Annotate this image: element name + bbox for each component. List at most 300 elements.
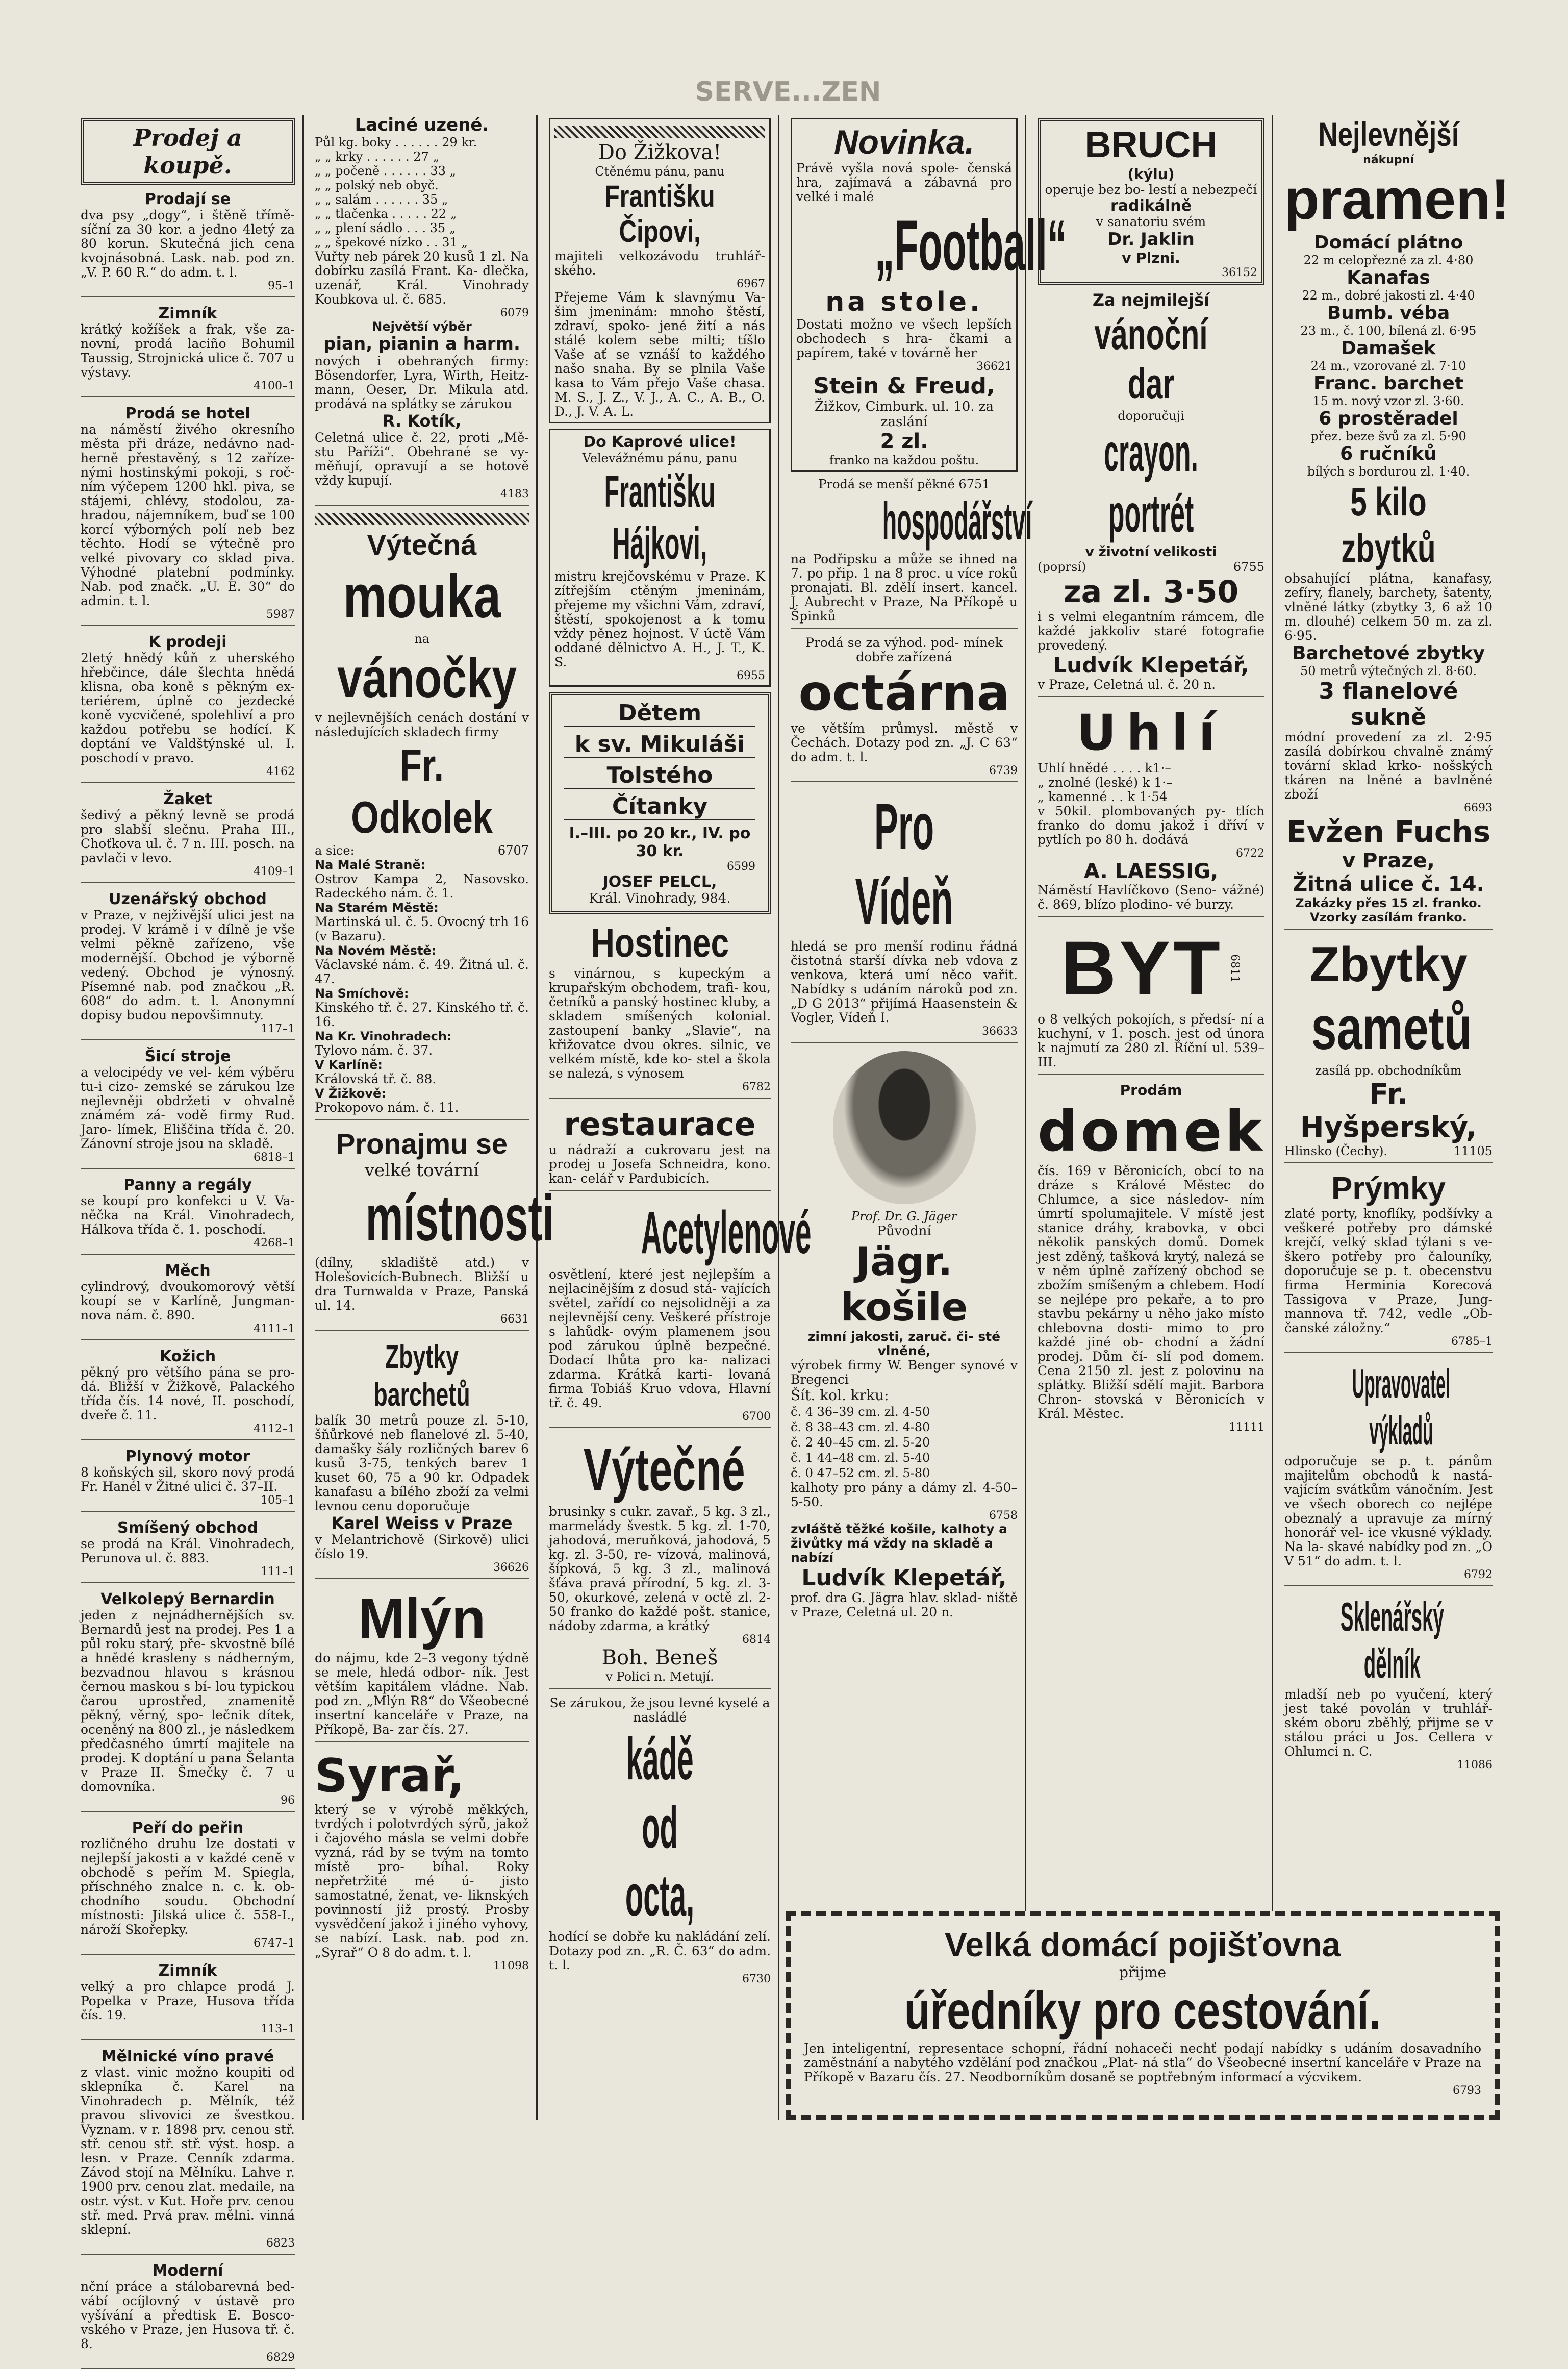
- premises-main: místnosti: [365, 1182, 554, 1255]
- trim-ad: [1284, 1170, 1493, 1353]
- books-publisher: JOSEF PELCL,: [602, 873, 717, 891]
- ad-number: 6755: [1233, 560, 1264, 574]
- remnants-title: Zbytky barchetů: [373, 1338, 470, 1413]
- barchet-title: Barchetové zbytky: [1292, 643, 1485, 664]
- coal-line: „ kamenné . . k 1·54: [1038, 789, 1168, 804]
- branch-district: Na Malé Straně:: [315, 858, 426, 872]
- glazier-text: mladší neb po vyučení, který jest také povolán v truhlář- ském oboru zběhlý, přijme se v stálou práci u Jos. Cellera v Ohlumci n. C.: [1284, 1687, 1493, 1759]
- greeting-text: mistru krejčovskému v Praze. K zítřejším ctěným jmeninám, přejeme my všichni Vám, zdraví, štěstí, spokojenost a k tomu vždy pěnez hojnost. V úctě Vám oddané dělnictvo A. H., J. T., K. S.: [554, 569, 765, 669]
- farm-title: hospodářství: [882, 492, 1032, 551]
- size-line: č. 0 47–52 cm. zl. 5-80: [791, 1466, 930, 1480]
- velvet-main: sametů: [1311, 994, 1472, 1062]
- ad-number: 105–1: [261, 1494, 295, 1507]
- ad-number: 6700: [742, 1410, 771, 1423]
- classified-ad: [81, 1048, 295, 1169]
- classified-text: jeden z nejnádhernějších sv. Bernardů jest na prodej. Pes 1 a půl roku starý, pře- skvostně bílé a hnědé krasleny s nádherným, bezvadnou hlavou s krásnou černou maskou s bí- lou typickou čarou uprostřed, znamenitě pěkný, věrný, spo- lečnik dítek, oceněný na 800 zl., je následkem předčasného úmrtí majitele na prodej. K doptání u pana Šelanta v Praze II. Šmečky č. 7 u domovníka.: [81, 1608, 295, 1794]
- insurance-ad: [786, 1911, 1500, 2120]
- velvet-seller: Fr. Hyšperský,: [1300, 1078, 1477, 1144]
- book-title: k sv. Mikuláši: [564, 731, 755, 758]
- ad-number: 11086: [1457, 1759, 1493, 1772]
- ad-number: 6758: [989, 1509, 1018, 1522]
- premises-text: (dílny, skladiště atd.) v Holešovicích-Bubnech. Bližší u dra Turnwalda v Praze, Panská ul. 14.: [315, 1255, 529, 1313]
- size-line: č. 8 38–43 cm. zl. 4-80: [791, 1420, 930, 1434]
- piano-ad: [315, 319, 529, 506]
- size-line: č. 2 40–45 cm. zl. 5-20: [791, 1435, 930, 1450]
- ad-number: 113–1: [261, 2023, 295, 2035]
- book-titles: [564, 700, 755, 820]
- book-title: Tolstého: [564, 762, 755, 789]
- shirts-text-3: zvláště těžké košile, kalhoty a živůtky má vždy na skladě a nabízí: [791, 1522, 1008, 1565]
- classified-ad: [81, 1348, 295, 1440]
- ad-number: 6814: [742, 1633, 771, 1646]
- books-address: Král. Vinohrady, 984.: [589, 891, 731, 906]
- textile-item-title: 6 ručníků: [1340, 443, 1437, 464]
- portrait-size: v životní velikosti: [1085, 544, 1217, 560]
- flour-vanocky: vánočky: [337, 647, 517, 710]
- classified-heading: Šicí stroje: [144, 1048, 231, 1065]
- shirts-seller: Ludvík Klepetář,: [801, 1565, 1007, 1591]
- branch-district: V Karlíně:: [315, 1058, 383, 1072]
- portrait-engraving: [833, 1051, 976, 1204]
- classified-ad: [81, 190, 295, 297]
- preserves-address: v Polici n. Metují.: [605, 1669, 714, 1684]
- ad-number: 6631: [500, 1313, 529, 1326]
- portrait-title: crayon. portrét: [1104, 423, 1198, 543]
- ad-number: 4100–1: [254, 380, 295, 392]
- vinegar-header: Prodá se za výhod. pod- mínek dobře zařízená: [805, 635, 1003, 664]
- classified-heading: Mělnické víno pravé: [101, 2048, 274, 2065]
- portrait-recommend: doporučuji: [1118, 409, 1184, 423]
- portrait-text: i s velmi elegantním rámcem, dle každé jakkoliv staré fotografie provedený.: [1038, 609, 1264, 653]
- acetylene-text: osvětlení, které jest nejlepším a nejlacinějším z dosud stá- vajících světel, zařídí co nejsolidněji a za nejlevnější ceny. Veškeré přístroje s lahůdk- ovým plamenem jsou pod zárukou úplně bezpečné. Dodací lhůta pro ka- nalizaci zdarma. Krátká karti- lovaná firma Tobiáš Kruo vdova, Hlavní tř. č. 49.: [549, 1267, 771, 1410]
- classified-text: nční práce a stálobarevná bed- vábí ocíjlovný v ústavě pro vyšívání a předtisk E. Bosco- vského v Praze, jen Husova tř. č. 8.: [81, 2279, 295, 2351]
- portrait-seller: Ludvík Klepetář,: [1053, 653, 1249, 678]
- flour-na: na: [414, 632, 429, 646]
- hernia-radical: radikálně: [1110, 197, 1192, 215]
- hernia-text-2: v sanatoriu svém: [1096, 214, 1206, 229]
- shirts-text-2: kalhoty pro pány a dámy zl. 4-50–5-50.: [791, 1480, 1018, 1509]
- premises-subtitle: velké tovární: [364, 1160, 479, 1181]
- window-dresser-ad: [1284, 1360, 1493, 1586]
- game-firm: Stein & Freud,: [813, 373, 995, 399]
- mill-text: do nájmu, kde 2–3 vegony týdně se mele, hledá odbor- ník. Jest větším kapitálem vládne. Nab. pod zn. „Mlýn R8“ do Všeobecné insertní kanceláře v Praze, na Příkopě, Ba- zar čís. 27.: [315, 1651, 529, 1737]
- column-2: [311, 115, 554, 2120]
- ad-number: 5987: [266, 608, 295, 621]
- portrait-address: v Praze, Celetná ul. č. 20 n.: [1038, 677, 1216, 692]
- farm-text: na Podřipsku a může se ihned na 7. po přip. 1 na 8 proc. u více roků pronajati. Bl. zdělí insert. kancel. J. Aubrecht v Praze, Na Příkopě u Špinků: [791, 552, 1018, 624]
- piano-title: pian, pianin a harm.: [323, 334, 520, 354]
- flour-text: v nejlevnějších cenách dostání v následujících skladech firmy: [315, 710, 529, 739]
- classified-ad: [81, 1262, 295, 1340]
- trim-title: Prýmky: [1331, 1171, 1446, 1206]
- classified-heading: Peří do peřin: [132, 1819, 244, 1837]
- textile-item-title: Damašek: [1341, 338, 1436, 359]
- ad-number: 6693: [1464, 802, 1493, 814]
- signature-text: Prof. Dr. G. Jäger: [851, 1209, 957, 1224]
- classified-ad: [81, 1176, 295, 1255]
- price-line: „ „ krky . . . . . . 27 „: [315, 149, 440, 164]
- classified-heading: Zimník: [158, 305, 217, 322]
- ad-number: 6747–1: [254, 1937, 295, 1950]
- game-price: 2 zl.: [880, 430, 928, 453]
- greeting-zizkov: [549, 118, 771, 423]
- book-title: Dětem: [564, 700, 755, 727]
- piano-header: Největší výběr: [372, 319, 472, 334]
- greeting-name: Františku Čipovi,: [604, 179, 715, 248]
- ad-number: 111–1: [261, 1565, 295, 1578]
- restaurant-ad: [549, 1106, 771, 1191]
- classified-text: krátký kožíšek a frak, vše za- novní, prodá laciño Bohumil Taussig, Strojnická ulice č. 707 u výstavy.: [81, 322, 295, 380]
- skirts-text: módní provedení za zl. 2·95 zasílá dobírkou chvalně známý tovární sklad krko- nošských tkáren na lněné a bavlněné zboží: [1284, 730, 1493, 802]
- textile-item-text: přez. beze švů za zl. 5·90: [1310, 429, 1466, 443]
- column-3: [545, 115, 812, 2120]
- price-line: „ „ počeně . . . . . . 33 „: [315, 164, 457, 178]
- rule-ornament: [554, 126, 765, 138]
- vats-ad: [549, 1696, 771, 1985]
- classified-text: dva psy „dogy“, i štěně třímě- síční za 30 kor. a jedno 4letý za 80 korun. Skutečná jich cena kvojnásobná. Lask. nab. pod zn. „V. P. 60 R.“ do adm. t. l.: [81, 208, 295, 280]
- shirts-ad: [791, 1051, 1018, 1619]
- shirts-title: Jägr. košile: [840, 1239, 968, 1330]
- flour-title: mouka: [343, 562, 501, 631]
- rule-ornament: [315, 513, 529, 525]
- inn-ad: [549, 919, 771, 1099]
- vinegar-ad: [791, 636, 1018, 782]
- remnants-ad: [315, 1338, 529, 1579]
- branch-district: Na Starém Městě:: [315, 901, 439, 915]
- hernia-title: BRUCH: [1084, 124, 1218, 165]
- coal-seller: A. LAESSIG,: [1083, 860, 1219, 883]
- hernia-ad: [1038, 118, 1264, 285]
- classified-ad: [81, 405, 295, 626]
- classified-text: pěkný pro většího pána se pro- dá. Bližší v Žižkově, Palackého třída čís. 14 nové, II. poschodí, dveře č. 11.: [81, 1365, 295, 1423]
- vats-text: hodící se dobře ku nakládání zelí. Dotazy pod zn. „R. Č. 63“ do adm. t. l.: [549, 1929, 771, 1973]
- textile-item-text: 22 m celopřezné za zl. 4·80: [1303, 253, 1474, 267]
- price-line: „ „ salám . . . . . . 35 „: [315, 192, 448, 207]
- coal-title: Uhlí: [1076, 704, 1226, 761]
- price-line: „ „ špekové nízko . . 31 „: [315, 235, 468, 250]
- classified-heading: Smíšený obchod: [117, 1519, 259, 1537]
- greeting-kaprova: [549, 429, 771, 687]
- classified-heading: Zimník: [158, 1962, 217, 1980]
- textile-items: [1284, 232, 1493, 479]
- glazier-ad: [1284, 1593, 1493, 1772]
- menu-text: Vuřty neb párek 20 kusů 1 zl. Na dobírku zasílá Frant. Ka- dlečka, uzenář, Král. Vinohrady Koubkova ul. č. 685.: [315, 249, 529, 307]
- piano-text: nových i obehraných firmy: Bösendorfer, Lyra, Wirth, Heitz- mann, Oeser, Dr. Mikula atd. prodává na splátky se zárukou: [315, 354, 529, 411]
- trim-text: zlaté porty, knoflíky, podšívky a veškeré potřeby pro dámské krejčí, velký sklad týlani s ve- škero potřeby pro čalouníky, doporučuje se p. t. obecenstvu firma Herminia Korecová Tassigova v Praze, Jung- mannova tř. 742, vedle „Ob- čanské záložny.“: [1284, 1206, 1493, 1335]
- window-dresser-text: odporučuje se p. t. pánům majitelům obchodů k nastá- vajícím svátkům vánočním. Jest ve všech oborech co nejlépe obeznalý a upravuje za mírný honorář vel- ice vkusné výklady. Na la- skavé nabídky pod zn. „O V 51“ do adm. t. l.: [1284, 1454, 1493, 1568]
- textile-title: Nejlevnější: [1318, 115, 1459, 153]
- restaurant-text: u nádraží a cukrovaru jest na prodej u Josefa Schneidra, kono. kan- celář v Pardubicích.: [549, 1142, 771, 1186]
- preserves-ad: [549, 1435, 771, 1689]
- textile-item-text: 22 m., dobré jakosti zl. 4·40: [1302, 288, 1475, 303]
- inn-title: Hostinec: [591, 920, 729, 965]
- classified-ad: [81, 633, 295, 783]
- cheesemaker-title: Syrař,: [315, 1749, 465, 1803]
- classified-heading: Uzenářský obchod: [109, 890, 267, 908]
- textile-item-title: Franc. barchet: [1313, 373, 1463, 394]
- ad-number: 6792: [1464, 1568, 1493, 1581]
- glazier-title: Sklenářský dělník: [1340, 1594, 1444, 1686]
- insurance-hire: přijme: [1119, 1964, 1167, 1981]
- ad-number: 11105: [1453, 1144, 1493, 1158]
- house-header: Prodám: [1120, 1082, 1182, 1099]
- coal-prices: [1038, 761, 1264, 847]
- branch-district: Na Smíchově:: [315, 986, 409, 1001]
- inn-text: s vinárnou, s kupeckým a krupařským obchodem, trafi- kou, četníků a panský hostinec kluby, a skladem smíšených kolonial. zastoupení banky „Slavie“, na křižovatce dvou okres. silnic, ve velkém místě, kde ko- stel a škola se nalezá, s výnosem: [549, 966, 771, 1081]
- cheesemaker-text: který se v výrobě měkkých, tvrdých i polotvrdých sýrů, jakož i čajového másla se velmi dobře vyzná, rád by se tvým na tomto místě pro- bíhal. Roky nepřetržité mé ú- jisto samostatné, ženat, ve- liknských povinností již prostý. Prosby vysvědčení jakož i jiného vyhovy, se nabízí. Lask. nab. pod zn. „Syrař“ O 8 do adm. t. l.: [315, 1802, 529, 1960]
- classified-heading: Velkolepý Bernardin: [100, 1590, 275, 1608]
- classified-text: 2letý hnědý kůň z uherského hřebčince, dále šlechta hnědá klisna, oba koně s pěkným ex- teriérem, úplně co jezdecké koně vycvičené, spolehliví a pro každou potřebu se hodící. K doptání ve Valdštýnské ul. I. poschodí v pravo.: [81, 651, 295, 765]
- branch-address: Václavské nám. č. 49. Žitná ul. č. 47.: [315, 957, 529, 986]
- price-line: Půl kg. boky . . . . . . 29 kr.: [315, 135, 477, 149]
- ad-number: 6730: [742, 1973, 771, 1985]
- size-list: [791, 1404, 1018, 1481]
- classified-text: se koupí pro konfekci u V. Va- něčka na Král. Vinohradech, Hálkova třída č. 1. poschodí.: [81, 1193, 295, 1237]
- game-delivery: franko na každou poštu.: [829, 453, 979, 467]
- vienna-text: hledá se pro menší rodinu řádná čistotná starší dívka neb vdova z venkova, která umí něco vařit. Nabídky s udáním nároků pod zn. „D G 2013“ přijímá Haasenstein & Vogler, Vídeň I.: [791, 939, 1018, 1025]
- branch-district: V Žižkově:: [315, 1086, 386, 1101]
- vienna-ad: [791, 789, 1018, 1043]
- classified-heading: Moderní: [152, 2262, 223, 2280]
- flat-ad: [1038, 924, 1264, 1075]
- classified-ad: [81, 1590, 295, 1812]
- classified-text: z vlast. vinic možno koupiti od sklepníka č. Karel na Vinohradech p. Mělník, též pravou slivovici ze švestkou. Vyznam. v r. 1898 prv. cenou stř. stř. cenou stř. stř. výst. hosp. a lesn. v Praze. Cenník zdarma. Závod stojí na Mělníku. Lahve r. 1900 prv. cenou zlat. medaile, na ostr. výst. v Kut. Hoře prv. cenou stř. med. Prvá prav. mělni. vinná sklepní.: [81, 2065, 295, 2237]
- coal-ad: [1038, 704, 1264, 917]
- ad-number: 6811: [1228, 954, 1241, 983]
- ad-number: 6785–1: [1451, 1335, 1493, 1348]
- house-ad: [1038, 1082, 1264, 1434]
- column-5: [1033, 115, 1273, 2120]
- seller-city: v Praze,: [1342, 849, 1435, 872]
- house-title: domek: [1038, 1099, 1266, 1164]
- shirts-text: zimní jakosti, zaruč. či- sté vlněné,: [807, 1329, 1001, 1358]
- ad-number: 6818–1: [254, 1151, 295, 1164]
- greeting-salutation: Ctěnému pánu, panu: [595, 164, 725, 179]
- textile-item-text: 23 m., č. 100, bílená zl. 6·95: [1300, 323, 1477, 338]
- ad-number: 6967: [737, 278, 765, 290]
- portrait-ad: [1038, 290, 1264, 697]
- ad-number: 36152: [1222, 266, 1257, 279]
- ad-number: 11111: [1229, 1421, 1264, 1434]
- size-line: č. 4 36–39 cm. zl. 4-50: [791, 1405, 930, 1419]
- window-dresser-title: Upravovatel výkladů: [1352, 1361, 1451, 1453]
- house-text: čís. 169 v Běronicích, obcí to na dráze s Králové Městec do Chlumce, a sice následov- ním úmrtí spolumajitele. V místě jest stanice dráhy, krabovka, v obci několik panských domů. Domek jest zděný, tašková krytý, nalezá se v něm úplně zařízený obchod se zbožím smíšeným a chlebem. Hodí se nejlépe pro pekaře, a to pro stavbu pekárny u něho jako místo chlebovna dosti- mimo to pro každé jiné ob- chodní a žádní prodej. Dům čí- slí pod domem. Cena 2150 zl. jest z polovinu na splátky. Bližší sdělí majit. Barbora Chron- stovská v Běronicích v Král. Městec.: [1038, 1163, 1264, 1421]
- acetylene-ad: [549, 1198, 812, 1428]
- textile-item-title: Bumb. véba: [1327, 303, 1450, 323]
- seller-name: Evžen Fuchs: [1286, 814, 1491, 849]
- game-title: „Football“: [874, 205, 1067, 285]
- greeting-text: Přejeme Vám k slavnýmu Va- šim jmeninám: mnoho štěstí, zdraví, spoko- jené žití a nás stálé kolem sebe milti; tíšlo Vaše ať se vznáší to každého našo snaha. By se plnila Vaše kasa to Vám přejo Vaše chasa. M. S., J. Z., V. J., A. C., A. B., O. D., J. V. A. L.: [554, 290, 765, 419]
- book-title: Čítanky: [564, 793, 755, 820]
- premises-ad: [315, 1127, 554, 1331]
- portrait-bust: (poprsí): [1038, 560, 1086, 574]
- hernia-text: operuje bez bo- lestí a nebezpečí: [1045, 182, 1257, 197]
- insurance-title: Velká domácí pojišťovna: [944, 1926, 1341, 1963]
- branch-address: Ostrov Kampa 2, Nasovsko. Radeckého nám. č. 1.: [315, 871, 529, 901]
- game-address: Žižkov, Cimburk. ul. 10. za zaslání: [815, 399, 994, 430]
- classified-ad: [81, 1519, 295, 1583]
- classified-ad: [81, 1819, 295, 1955]
- ad-number: 6739: [989, 764, 1018, 777]
- greeting-name: Františku Hájkovi,: [604, 466, 716, 568]
- price-line: „ „ polský neb obyč.: [315, 178, 439, 192]
- textile-item-title: Domácí plátno: [1313, 232, 1463, 253]
- textile-subtitle: nákupní: [1363, 154, 1414, 166]
- vinegar-text: ve větším průmysl. městě v Čechách. Dotazy pod zn. „J. C 63“ do adm. t. l.: [791, 721, 1018, 764]
- velvet-text: zasílá pp. obchodníkům: [1315, 1063, 1462, 1078]
- classified-ad: [81, 2048, 295, 2255]
- piano-seller: R. Kotík,: [382, 411, 462, 431]
- remnants-title: 5 kilo zbytků: [1341, 479, 1436, 570]
- preserves-title: Výtečné: [583, 1436, 745, 1504]
- seller-street: Žitná ulice č. 14.: [1293, 872, 1484, 896]
- ad-number: 4112–1: [254, 1423, 295, 1435]
- velvet-title: Zbytky: [1309, 937, 1468, 992]
- books-ad: [549, 692, 771, 914]
- column-6: [1280, 115, 1510, 2120]
- hernia-doctor: Dr. Jaklin: [1107, 229, 1195, 250]
- branch-address: Prokopovo nám. č. 11.: [315, 1100, 459, 1115]
- remnants-text: balík 30 metrů pouze zl. 5-10, šňůrkové neb flanelové zl. 5-40, damašky šály rozličných barev 6 kusů 3-75, tenkých barev 1 kuset 60, 75 a 90 kr. Odpadek kanafasu a bílého zboží za velmi levnou cenu doporučuje: [315, 1413, 529, 1513]
- ad-number: 6955: [737, 669, 765, 682]
- classified-ad: [81, 890, 295, 1040]
- column-1: [77, 115, 304, 2364]
- hernia-city: v Plzni.: [1122, 250, 1180, 266]
- barchet-text: 50 metrů výtečných zl. 8·60.: [1300, 664, 1477, 678]
- game-text-2: Dostati možno ve všech lepších obchodech s hra- čkami a papírem, také v továrně her: [796, 317, 1012, 360]
- vats-header: Se zárukou, že jsou levné kyselé a nasládlé: [549, 1695, 770, 1725]
- flour-firm: Fr. Odkolek: [351, 740, 493, 842]
- insurance-main: úředníky pro cestování.: [904, 1981, 1381, 2040]
- preserves-seller: Boh. Beneš: [601, 1646, 718, 1669]
- classified-heading: Prodají se: [144, 190, 231, 208]
- coal-address: Náměstí Havlíčkovo (Seno- vážné) č. 869, blízo plodino- vé burzy.: [1038, 883, 1264, 912]
- ad-number: 95–1: [268, 280, 295, 292]
- greeting-salutation: Velevážnému pánu, panu: [582, 451, 738, 465]
- price-line: „ „ plení sádlo . . . 35 „: [315, 221, 456, 235]
- preserves-text: brusinky s cukr. zavař., 5 kg. 3 zl., marmelády švestk. 5 kg. zl. 1-70, jahodová, meruňková, jahodová, 5 kg. zl. 3-50, re- vízová, malinová, šípková, 5 kg. 3 zl., malinová šťáva pravá přírodní, 5 kg. zl. 3-50, okurkové, zelená v octě zl. 2-50 franko do každé pošt. stanice, nádoby zdarma, a krátký: [549, 1504, 771, 1633]
- textile-item-text: 15 m. nový vzor zl. 3·60.: [1312, 394, 1464, 408]
- ad-number: 4109–1: [254, 865, 295, 878]
- textile-main: pramen!: [1284, 167, 1510, 231]
- price-line: „ „ tlačenka . . . . . 22 „: [315, 207, 457, 221]
- game-text: Právě vyšla nová spole- čenská hra, zajímavá a zábavná pro velké i malé: [796, 161, 1012, 204]
- branch-address: Martinská ul. č. 5. Ovocný trh 16 (v Bazaru).: [315, 914, 529, 943]
- coal-line: „ znolné (leské) k 1·–: [1038, 775, 1173, 790]
- textile-item-text: 24 m., vzorované zl. 7·10: [1310, 359, 1466, 373]
- classified-heading: Plynový motor: [125, 1448, 250, 1465]
- cheesemaker-ad: [315, 1749, 529, 1973]
- classified-text: velký a pro chlapce prodá J. Popelka v Praze, Husova třída čís. 19.: [81, 1979, 295, 2023]
- classified-text: cylindrový, dvoukomorový větší koupí se v Karlíně, Jungman- nova nám. č. 890.: [81, 1279, 295, 1323]
- classified-ad: [81, 1448, 295, 1512]
- ad-number: 11098: [493, 1960, 529, 1973]
- ad-number: 96: [281, 1794, 295, 1807]
- classified-text: rozličného druhu lze dostati v nejlepší jakosti a v každé ceně v obchodě s peřím M. Spiegla, příschného znalce n. c. k. ob- chodního soudu. Obchodní místnosti: Jilská ulice č. 558-I., nároží Skořepky.: [81, 1836, 295, 1937]
- classified-text: a velocipédy ve vel- kém výběru tu-i cizo- zemské se zárukou lze nejlevněji obdržeti v ohvalně známém zá- vodě firmy Rud. Jaro- límek, Eliščina třída č. 20. Zánovní stroje jsou na skladě.: [81, 1065, 295, 1151]
- game-ad: [791, 118, 1067, 472]
- size-line: č. 1 44–48 cm. zl. 5-40: [791, 1451, 930, 1465]
- insurance-text: Jen inteligentní, representace schopní, řádní nohaceči nechť podají nabídky s udáním dosavadního zaměstnání a nabytého vzdělání pod značkou „Plat- ná stla“ do Všeobecné insertní kanceláře v Praze na Příkopě v Bazaru čís. 27. Neodborníkům dosaně se poptřebným informací a výcvikem.: [804, 2041, 1481, 2084]
- shirts-original: Původní: [877, 1224, 931, 1239]
- greeting-role: majiteli velkozávodu truhlář- ského.: [554, 248, 765, 278]
- farm-ad: [791, 477, 1032, 629]
- portrait-price: za zl. 3·50: [1063, 574, 1239, 610]
- books-price: I.–III. po 20 kr., IV. po 30 kr.: [569, 825, 751, 860]
- ad-number: 4183: [500, 488, 529, 501]
- vinegar-title: octárna: [798, 664, 1010, 721]
- shirts-maker: výrobek firmy W. Benger synové v Bregenci: [791, 1358, 1018, 1387]
- velvet-city: Hlinsko (Čechy).: [1284, 1144, 1388, 1158]
- classified-text: šedivý a pěkný levně se prodá pro slabší slečnu. Praha III., Choťkova ul. č. 7 n. III. posch. na pavlači v levo.: [81, 808, 295, 865]
- premises-title: Pronajmu se: [336, 1128, 508, 1160]
- flat-title: BYT: [1061, 925, 1223, 1011]
- ad-number: 6823: [266, 2237, 295, 2250]
- classified-heading: Žaket: [163, 790, 212, 808]
- velvet-ad: [1284, 937, 1493, 1163]
- classified-text: 8 koňských sil, skoro nový prodá Fr. Hanél v Žitné ulici č. 37–II.: [81, 1465, 295, 1494]
- classified-heading: Měch: [165, 1262, 211, 1280]
- vienna-title: Pro Vídeň: [855, 790, 953, 938]
- greeting-title: Do Kaprové ulice!: [583, 433, 737, 451]
- ad-number: 6829: [266, 2351, 295, 2364]
- game-subtitle: na stole.: [825, 287, 983, 317]
- flour-vytecna: Výtečná: [367, 529, 477, 561]
- classified-heading: Kožich: [159, 1348, 216, 1365]
- ad-number: 6793: [1453, 2084, 1481, 2097]
- header-fragment: SERVE...ZEN: [695, 77, 881, 107]
- textile-item-title: 6 prostěradel: [1319, 408, 1458, 429]
- restaurant-title: restaurace: [564, 1106, 756, 1143]
- section-title: Prodej a koupě.: [81, 118, 295, 185]
- orders-note: Zakázky přes 15 zl. franko.: [1295, 896, 1482, 910]
- flour-a-sice: a sice:: [315, 843, 355, 858]
- classified-ad: [81, 1962, 295, 2040]
- classified-ad: [81, 305, 295, 397]
- ad-number: 36626: [493, 1561, 529, 1574]
- piano-text-2: Celetná ulice č. 22, proti „Mě- stu Paříži“. Obehrané se vy- měňují, opravují a se hotově vždy kupují.: [315, 430, 529, 488]
- branch-address: Kinského tř. č. 27. Kinského tř. č. 16.: [315, 1000, 529, 1029]
- classified-ad: [81, 790, 295, 883]
- shirts-address: prof. dra G. Jägra hlav. sklad- niště v Praze, Celetná ul. 20 n.: [791, 1590, 1018, 1619]
- branch-district: Na Novém Městě:: [315, 943, 437, 958]
- game-header: Novinka.: [833, 123, 975, 161]
- branch-address: Tylovo nám. č. 37.: [315, 1043, 433, 1058]
- flour-ad: [315, 513, 529, 1120]
- classified-text: se prodá na Král. Vinohradech, Perunova ul. č. 883.: [81, 1536, 295, 1565]
- ad-number: 6782: [742, 1081, 771, 1093]
- classified-text: na náměstí živého okresního města při dráze, nedávno nad- herně přestavěný, s 12 zaříze- nými hostinskými pokoji, s roč- ním výčepem 1200 hkl. piva, se stájemi, chlévy, stodolou, za- hradou, nájemníkem, buď se 100 korcí výborných polí neb bez těchto. Hodí se výtečně pro velké pivovary co sklad piva. Výhodné platební podmínky. Nab. pod značk. „U. E. 30“ do admin. t. l.: [81, 422, 295, 608]
- coal-line: v 50kil. plombovaných py- tlích franko do domu jakož i dříví v pytlích po 80 h. dodává: [1038, 804, 1264, 847]
- mill-title: Mlýn: [358, 1587, 486, 1650]
- classified-text: v Praze, v nejživější ulici jest na prodej. V krámě i v dílně je vše velmi pěkně zařízeno, vše modernější. Obchod je výborně vedený. Obchod je výnosný. Písemné nab. pod značkou „R. 608“ do adm. t. l. Anonymní dopisy budou nepovšimnuty.: [81, 908, 295, 1023]
- mill-ad: [315, 1586, 529, 1742]
- remnants-text: obsahující plátna, kanafasy, zefíry, flanely, barchety, šatenty, vlněné látky (zbytky 3, 6 až 10 m. dlouhé) celkem 50 m. za zl. 6·95.: [1284, 571, 1493, 643]
- remnants-firm: Karel Weiss v Praze: [331, 1513, 513, 1533]
- textile-item-text: bílých s bordurou zl. 1·40.: [1307, 464, 1470, 479]
- samples-note: Vzorky zasílám franko.: [1310, 910, 1467, 925]
- size-header: Šít. kol. krku:: [791, 1387, 889, 1404]
- skirts-title: 3 flanelové sukně: [1319, 678, 1458, 730]
- farm-header: Prodá se menší pěkné 6751: [818, 477, 990, 491]
- greeting-title: Do Žižkova!: [598, 141, 722, 164]
- ad-number: 6599: [727, 860, 755, 873]
- ad-number: 6722: [1236, 847, 1264, 860]
- ad-number: 4268–1: [254, 1237, 295, 1250]
- vats-title: kádě od octa,: [625, 1726, 695, 1929]
- menu-title: Laciné uzené.: [355, 115, 489, 135]
- ad-number: 117–1: [261, 1023, 295, 1035]
